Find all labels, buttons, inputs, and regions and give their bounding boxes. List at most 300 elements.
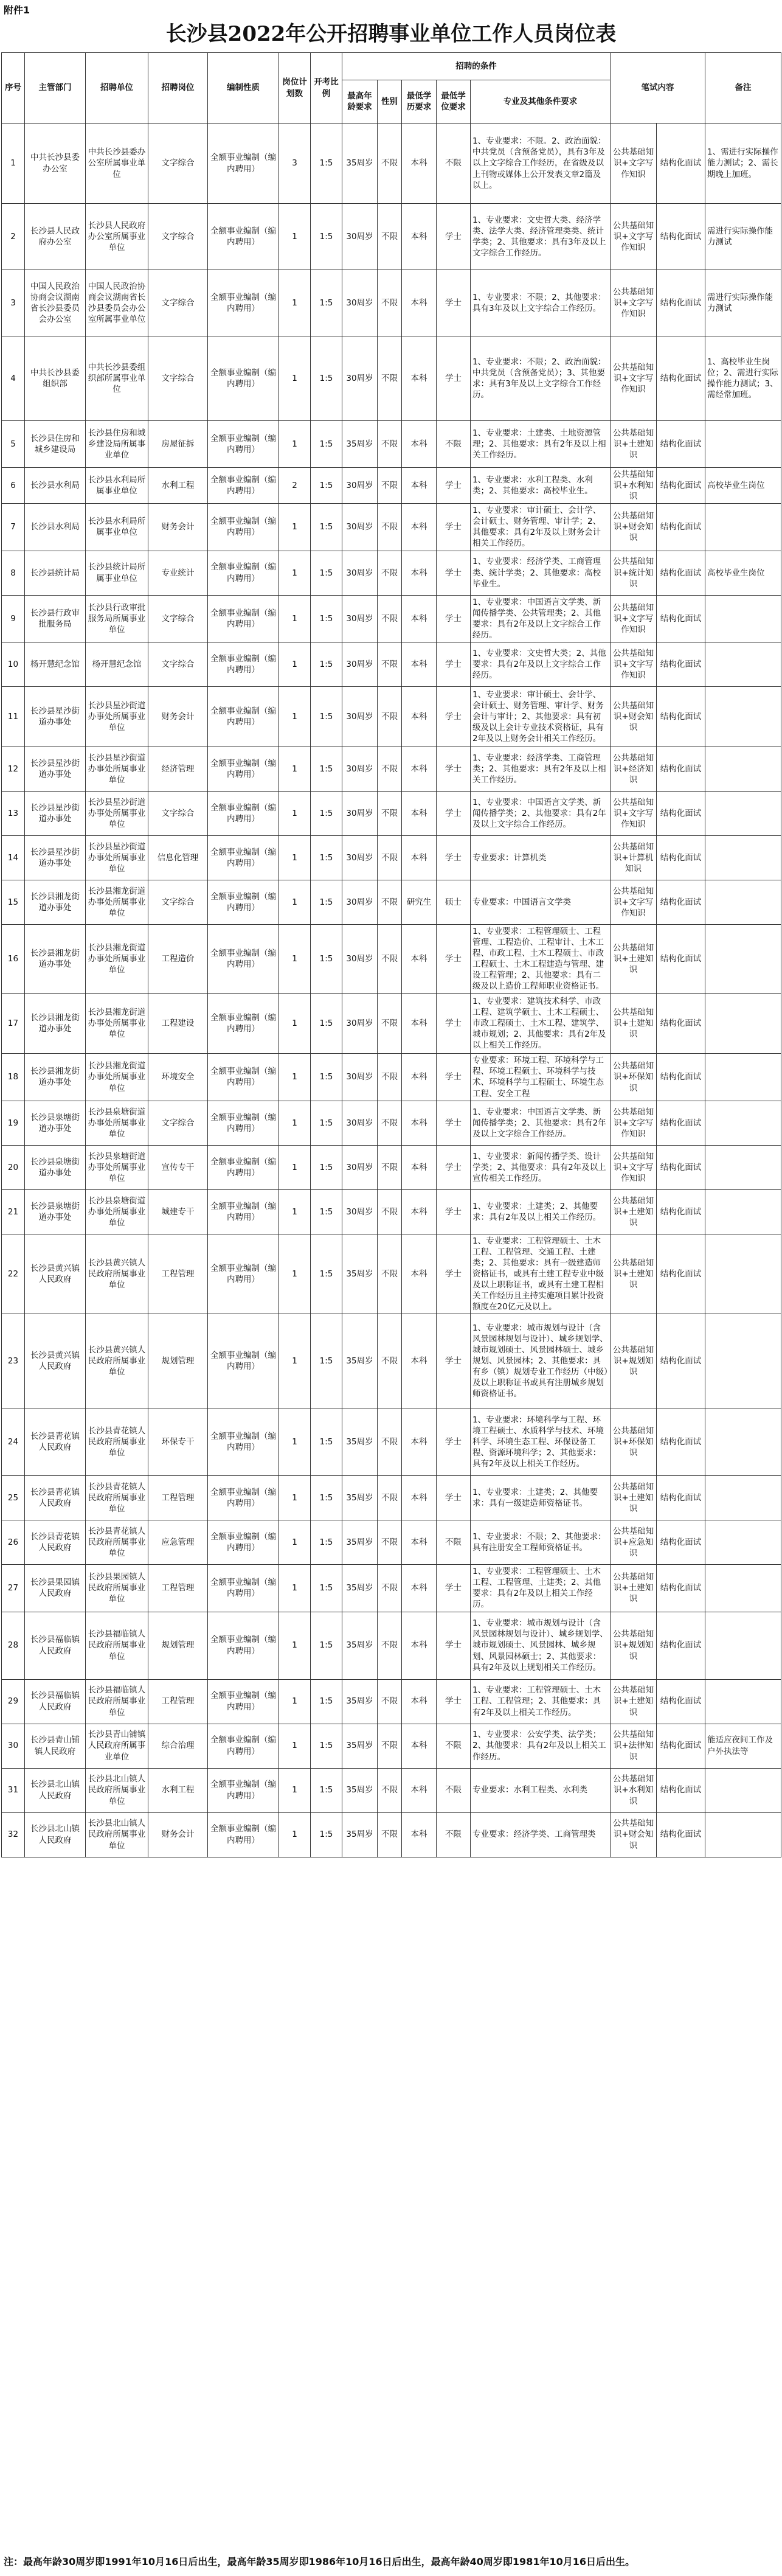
- cell-remark: [705, 1476, 781, 1520]
- cell-major: 1、专业要求：工程管理硕士、土木工程、工程管理；2、其他要求：具有2年及以上相关工作经历。: [471, 1679, 611, 1724]
- cell-seq: 31: [2, 1768, 25, 1812]
- cell-major: 1、专业要求：城市规划与设计（含风景园林规划与设计）、城乡规划学、城市规划硕士、风景园林硕士、城乡规划、风景园林；2、其他要求：具有乡（镇）规划专业工作经历（中级）及以上职称证书或具有注册城乡规划师资格证书。: [471, 1314, 611, 1408]
- cell-post: 规划管理: [148, 1314, 208, 1408]
- cell-edu: 本科: [402, 1520, 437, 1565]
- cell-gender: 不限: [378, 1189, 402, 1234]
- table-row: [2, 1101, 781, 1145]
- header-gender: 性别: [378, 80, 402, 124]
- header-edu: 最低学历要求: [402, 80, 437, 124]
- cell-ratio: 1:5: [311, 924, 342, 993]
- cell-exam: 公共基础知识+土建知识: [611, 1565, 657, 1612]
- cell-unit: 杨开慧纪念馆: [86, 642, 148, 686]
- cell-dept: 中共长沙县委组织部: [25, 336, 86, 421]
- table-row: [2, 1408, 781, 1476]
- cell-remark: [705, 1520, 781, 1565]
- cell-post: 宣传专干: [148, 1145, 208, 1189]
- cell-edu: 本科: [402, 1234, 437, 1314]
- header-nature: 编制性质: [208, 53, 279, 124]
- cell-interview: 结构化面试: [657, 504, 705, 551]
- cell-edu: 本科: [402, 835, 437, 880]
- cell-degree: 学士: [437, 1054, 471, 1101]
- cell-unit: 长沙县星沙街道办事处所属事业单位: [86, 791, 148, 835]
- cell-plan: 1: [279, 1408, 311, 1476]
- table-row: [2, 686, 781, 747]
- cell-unit: 长沙县青花镇人民政府所属事业单位: [86, 1408, 148, 1476]
- cell-ratio: 1:5: [311, 747, 342, 791]
- cell-remark: [705, 504, 781, 551]
- cell-nature: 全额事业编制（编内聘用）: [208, 642, 279, 686]
- cell-nature: 全额事业编制（编内聘用）: [208, 1408, 279, 1476]
- table-row: [2, 124, 781, 204]
- cell-exam: 公共基础知识+土建知识: [611, 1189, 657, 1234]
- cell-dept: 长沙县星沙街道办事处: [25, 747, 86, 791]
- cell-post: 房屋征拆: [148, 421, 208, 468]
- cell-edu: 研究生: [402, 880, 437, 924]
- cell-ratio: 1:5: [311, 595, 342, 642]
- cell-major: 1、专业要求：中国语言文学类、新闻传播学类；2、其他要求：具有2年及以上文字综合工作经历。: [471, 1101, 611, 1145]
- cell-ratio: 1:5: [311, 1612, 342, 1679]
- table-row: [2, 595, 781, 642]
- cell-nature: 全额事业编制（编内聘用）: [208, 1724, 279, 1768]
- header-ratio: 开考比例: [311, 53, 342, 124]
- cell-seq: 3: [2, 270, 25, 336]
- cell-dept: 长沙县青花镇人民政府: [25, 1408, 86, 1476]
- cell-plan: 1: [279, 1054, 311, 1101]
- cell-remark: [705, 994, 781, 1054]
- cell-degree: 学士: [437, 747, 471, 791]
- table-row: [2, 551, 781, 595]
- cell-unit: 长沙县黄兴镇人民政府所属事业单位: [86, 1234, 148, 1314]
- cell-gender: 不限: [378, 1408, 402, 1476]
- cell-dept: 中共长沙县委办公室: [25, 124, 86, 204]
- cell-seq: 23: [2, 1314, 25, 1408]
- cell-exam: 公共基础知识+财会知识: [611, 686, 657, 747]
- cell-exam: 公共基础知识+法律知识: [611, 1724, 657, 1768]
- cell-age: 30周岁: [342, 1101, 378, 1145]
- cell-remark: [705, 924, 781, 993]
- cell-age: 35周岁: [342, 1314, 378, 1408]
- cell-dept: 长沙县湘龙街道办事处: [25, 880, 86, 924]
- table-row: [2, 880, 781, 924]
- cell-seq: 4: [2, 336, 25, 421]
- cell-degree: 学士: [437, 1679, 471, 1724]
- cell-plan: 1: [279, 1612, 311, 1679]
- cell-dept: 中国人民政治协商会议湖南省长沙县委员会办公室: [25, 270, 86, 336]
- cell-unit: 长沙县行政审批服务局所属事业单位: [86, 595, 148, 642]
- table-header-row: [2, 53, 781, 80]
- cell-gender: 不限: [378, 880, 402, 924]
- cell-age: 30周岁: [342, 1189, 378, 1234]
- cell-nature: 全额事业编制（编内聘用）: [208, 1520, 279, 1565]
- cell-interview: 结构化面试: [657, 686, 705, 747]
- cell-post: 环保专干: [148, 1408, 208, 1476]
- cell-post: 文字综合: [148, 270, 208, 336]
- cell-nature: 全额事业编制（编内聘用）: [208, 686, 279, 747]
- cell-dept: 长沙县星沙街道办事处: [25, 791, 86, 835]
- cell-age: 35周岁: [342, 1679, 378, 1724]
- cell-exam: 公共基础知识+文字写作知识: [611, 1145, 657, 1189]
- cell-exam: 公共基础知识+文字写作知识: [611, 642, 657, 686]
- table-row: [2, 994, 781, 1054]
- cell-edu: 本科: [402, 551, 437, 595]
- cell-post: 财务会计: [148, 686, 208, 747]
- cell-unit: 中共长沙县委组织部所属事业单位: [86, 336, 148, 421]
- table-row: [2, 642, 781, 686]
- cell-post: 文字综合: [148, 791, 208, 835]
- cell-post: 综合治理: [148, 1724, 208, 1768]
- cell-exam: 公共基础知识+规划知识: [611, 1612, 657, 1679]
- cell-post: 工程管理: [148, 1476, 208, 1520]
- header-age: 最高年龄要求: [342, 80, 378, 124]
- cell-exam: 公共基础知识+环保知识: [611, 1408, 657, 1476]
- cell-degree: 学士: [437, 686, 471, 747]
- attachment-label: 附件1: [4, 4, 30, 16]
- cell-major: 1、专业要求：工程管理硕士、工程管理、工程造价、工程审计、土木工程、市政工程、土木工程硕士、市政工程硕士、土木工程建造与管理、建设工程管理；2、其他要求：具有二级及以上造价工程师职业资格证书。: [471, 924, 611, 993]
- cell-gender: 不限: [378, 1612, 402, 1679]
- cell-nature: 全额事业编制（编内聘用）: [208, 504, 279, 551]
- cell-dept: 长沙县星沙街道办事处: [25, 835, 86, 880]
- cell-gender: 不限: [378, 642, 402, 686]
- cell-interview: 结构化面试: [657, 880, 705, 924]
- cell-degree: 学士: [437, 1234, 471, 1314]
- cell-nature: 全额事业编制（编内聘用）: [208, 1234, 279, 1314]
- cell-seq: 14: [2, 835, 25, 880]
- cell-major: 1、专业要求：不限；2、其他要求：具有3年及以上文字综合工作经历。: [471, 270, 611, 336]
- cell-exam: 公共基础知识+文字写作知识: [611, 1101, 657, 1145]
- cell-remark: [705, 421, 781, 468]
- cell-seq: 8: [2, 551, 25, 595]
- cell-edu: 本科: [402, 270, 437, 336]
- cell-unit: 长沙县泉塘街道办事处所属事业单位: [86, 1189, 148, 1234]
- cell-dept: 长沙县湘龙街道办事处: [25, 1054, 86, 1101]
- cell-unit: 长沙县青山铺镇人民政府所属事业单位: [86, 1724, 148, 1768]
- cell-gender: 不限: [378, 1314, 402, 1408]
- cell-remark: [705, 686, 781, 747]
- cell-age: 35周岁: [342, 1476, 378, 1520]
- cell-interview: 结构化面试: [657, 924, 705, 993]
- cell-major: 1、专业要求：土建类；2、其他要求：具有2年及以上相关工作经历。: [471, 1189, 611, 1234]
- cell-edu: 本科: [402, 686, 437, 747]
- cell-seq: 27: [2, 1565, 25, 1612]
- cell-gender: 不限: [378, 468, 402, 504]
- cell-exam: 公共基础知识+文字写作知识: [611, 336, 657, 421]
- cell-remark: [705, 1812, 781, 1857]
- cell-exam: 公共基础知识+土建知识: [611, 1234, 657, 1314]
- cell-ratio: 1:5: [311, 1679, 342, 1724]
- cell-dept: 杨开慧纪念馆: [25, 642, 86, 686]
- cell-plan: 1: [279, 1314, 311, 1408]
- cell-nature: 全额事业编制（编内聘用）: [208, 791, 279, 835]
- cell-interview: 结构化面试: [657, 642, 705, 686]
- cell-seq: 18: [2, 1054, 25, 1101]
- cell-nature: 全额事业编制（编内聘用）: [208, 994, 279, 1054]
- cell-major: 专业要求：中国语言文学类: [471, 880, 611, 924]
- cell-interview: 结构化面试: [657, 595, 705, 642]
- cell-plan: 1: [279, 642, 311, 686]
- cell-interview: 结构化面试: [657, 1679, 705, 1724]
- cell-exam: 公共基础知识+环保知识: [611, 1054, 657, 1101]
- cell-seq: 9: [2, 595, 25, 642]
- cell-remark: [705, 1145, 781, 1189]
- cell-degree: 学士: [437, 270, 471, 336]
- cell-degree: 学士: [437, 468, 471, 504]
- cell-degree: 学士: [437, 504, 471, 551]
- cell-major: 1、专业要求：水利工程类、水利类；2、其他要求：高校毕业生。: [471, 468, 611, 504]
- header-remark: 备注: [705, 53, 781, 124]
- cell-exam: 公共基础知识+土建知识: [611, 1679, 657, 1724]
- cell-ratio: 1:5: [311, 551, 342, 595]
- cell-age: 35周岁: [342, 1565, 378, 1612]
- cell-plan: 1: [279, 504, 311, 551]
- cell-seq: 19: [2, 1101, 25, 1145]
- cell-nature: 全额事业编制（编内聘用）: [208, 1679, 279, 1724]
- cell-plan: 1: [279, 1812, 311, 1857]
- cell-nature: 全额事业编制（编内聘用）: [208, 1054, 279, 1101]
- cell-post: 文字综合: [148, 642, 208, 686]
- cell-interview: 结构化面试: [657, 270, 705, 336]
- cell-degree: 学士: [437, 642, 471, 686]
- cell-ratio: 1:5: [311, 1565, 342, 1612]
- cell-seq: 20: [2, 1145, 25, 1189]
- cell-major: 1、专业要求：新闻传播学类、设计学类；2、其他要求：具有2年及以上宣传相关工作经历。: [471, 1145, 611, 1189]
- cell-seq: 25: [2, 1476, 25, 1520]
- cell-interview: 结构化面试: [657, 835, 705, 880]
- cell-unit: 长沙县泉塘街道办事处所属事业单位: [86, 1101, 148, 1145]
- cell-dept: 长沙县水利局: [25, 504, 86, 551]
- cell-edu: 本科: [402, 595, 437, 642]
- cell-edu: 本科: [402, 468, 437, 504]
- cell-nature: 全额事业编制（编内聘用）: [208, 924, 279, 993]
- cell-nature: 全额事业编制（编内聘用）: [208, 1101, 279, 1145]
- cell-major: 1、专业要求：中国语言文学类、新闻传播学类；2、其他要求：具有2年及以上文字综合工作经历。: [471, 791, 611, 835]
- cell-exam: 公共基础知识+土建知识: [611, 1476, 657, 1520]
- cell-unit: 长沙县湘龙街道办事处所属事业单位: [86, 1054, 148, 1101]
- cell-degree: 不限: [437, 421, 471, 468]
- cell-age: 30周岁: [342, 1054, 378, 1101]
- cell-plan: 1: [279, 686, 311, 747]
- cell-major: 1、专业要求：不限。2、政治面貌：中共党员（含预备党员），具有3年及以上文字综合工作经历，在省级及以上刊物或媒体上公开发表文章2篇及以上。: [471, 124, 611, 204]
- cell-age: 35周岁: [342, 1234, 378, 1314]
- cell-exam: 公共基础知识+土建知识: [611, 994, 657, 1054]
- cell-post: 水利工程: [148, 468, 208, 504]
- cell-edu: 本科: [402, 336, 437, 421]
- cell-plan: 1: [279, 924, 311, 993]
- cell-gender: 不限: [378, 204, 402, 270]
- cell-remark: [705, 791, 781, 835]
- table-row: [2, 1054, 781, 1101]
- cell-major: 1、专业要求：工程管理硕士、土木工程、工程管理、土建类；2、其他要求：具有2年及以上相关工作经历。: [471, 1565, 611, 1612]
- cell-dept: 长沙县泉塘街道办事处: [25, 1101, 86, 1145]
- cell-plan: 1: [279, 1724, 311, 1768]
- table-row: [2, 924, 781, 993]
- cell-seq: 12: [2, 747, 25, 791]
- cell-remark: [705, 1565, 781, 1612]
- cell-gender: 不限: [378, 686, 402, 747]
- header-unit: 招聘单位: [86, 53, 148, 124]
- cell-plan: 1: [279, 421, 311, 468]
- cell-ratio: 1:5: [311, 642, 342, 686]
- cell-interview: 结构化面试: [657, 124, 705, 204]
- cell-seq: 13: [2, 791, 25, 835]
- cell-dept: 长沙县青花镇人民政府: [25, 1476, 86, 1520]
- cell-age: 30周岁: [342, 504, 378, 551]
- cell-interview: 结构化面试: [657, 1565, 705, 1612]
- cell-post: 工程造价: [148, 924, 208, 993]
- cell-age: 30周岁: [342, 791, 378, 835]
- cell-degree: 学士: [437, 994, 471, 1054]
- cell-ratio: 1:5: [311, 1054, 342, 1101]
- cell-ratio: 1:5: [311, 124, 342, 204]
- cell-age: 30周岁: [342, 336, 378, 421]
- cell-nature: 全额事业编制（编内聘用）: [208, 1612, 279, 1679]
- cell-post: 水利工程: [148, 1768, 208, 1812]
- cell-edu: 本科: [402, 1189, 437, 1234]
- cell-major: 专业要求：水利工程类、水利类: [471, 1768, 611, 1812]
- cell-gender: 不限: [378, 1520, 402, 1565]
- cell-nature: 全额事业编制（编内聘用）: [208, 1145, 279, 1189]
- cell-unit: 长沙县北山镇人民政府所属事业单位: [86, 1812, 148, 1857]
- cell-interview: 结构化面试: [657, 747, 705, 791]
- cell-age: 30周岁: [342, 924, 378, 993]
- cell-edu: 本科: [402, 1768, 437, 1812]
- cell-age: 30周岁: [342, 835, 378, 880]
- cell-interview: 结构化面试: [657, 1101, 705, 1145]
- cell-seq: 32: [2, 1812, 25, 1857]
- cell-degree: 学士: [437, 1408, 471, 1476]
- cell-unit: 中共长沙县委办公室所属事业单位: [86, 124, 148, 204]
- cell-ratio: 1:5: [311, 504, 342, 551]
- cell-unit: 长沙县青花镇人民政府所属事业单位: [86, 1476, 148, 1520]
- cell-gender: 不限: [378, 1768, 402, 1812]
- cell-dept: 长沙县人民政府办公室: [25, 204, 86, 270]
- cell-seq: 26: [2, 1520, 25, 1565]
- cell-nature: 全额事业编制（编内聘用）: [208, 835, 279, 880]
- cell-major: 1、专业要求：审计硕士、会计学、会计硕士、财务管理、审计学、财务会计与审计；2、其他要求：具有初级及以上会计专业技术资格证，具有2年及以上财务会计相关工作经历。: [471, 686, 611, 747]
- header-exam: 笔试内容: [611, 53, 705, 124]
- cell-gender: 不限: [378, 1054, 402, 1101]
- cell-remark: [705, 1408, 781, 1476]
- cell-gender: 不限: [378, 504, 402, 551]
- cell-nature: 全额事业编制（编内聘用）: [208, 1476, 279, 1520]
- cell-age: 35周岁: [342, 1408, 378, 1476]
- cell-dept: 长沙县住房和城乡建设局: [25, 421, 86, 468]
- cell-edu: 本科: [402, 1408, 437, 1476]
- cell-ratio: 1:5: [311, 1314, 342, 1408]
- table-row: [2, 204, 781, 270]
- cell-gender: 不限: [378, 1101, 402, 1145]
- cell-degree: 学士: [437, 595, 471, 642]
- cell-plan: 1: [279, 880, 311, 924]
- cell-dept: 长沙县北山镇人民政府: [25, 1768, 86, 1812]
- cell-interview: 结构化面试: [657, 336, 705, 421]
- cell-age: 30周岁: [342, 686, 378, 747]
- cell-interview: 结构化面试: [657, 1189, 705, 1234]
- cell-remark: [705, 595, 781, 642]
- cell-ratio: 1:5: [311, 835, 342, 880]
- cell-age: 30周岁: [342, 551, 378, 595]
- cell-degree: 不限: [437, 1520, 471, 1565]
- cell-gender: 不限: [378, 994, 402, 1054]
- table-row: [2, 1724, 781, 1768]
- cell-interview: 结构化面试: [657, 1476, 705, 1520]
- cell-major: 1、专业要求：城市规划与设计（含风景园林规划与设计）、城乡规划学、城市规划硕士、风景园林、城乡规划、风景园林硕士；2、其他要求：具有2年及以上规划相关工作经历。: [471, 1612, 611, 1679]
- table-row: [2, 468, 781, 504]
- cell-gender: 不限: [378, 791, 402, 835]
- cell-exam: 公共基础知识+应急知识: [611, 1520, 657, 1565]
- cell-seq: 29: [2, 1679, 25, 1724]
- cell-plan: 1: [279, 1234, 311, 1314]
- cell-ratio: 1:5: [311, 1724, 342, 1768]
- cell-unit: 长沙县果园镇人民政府所属事业单位: [86, 1565, 148, 1612]
- header-degree: 最低学位要求: [437, 80, 471, 124]
- cell-remark: 需进行实际操作能力测试: [705, 204, 781, 270]
- cell-plan: 2: [279, 468, 311, 504]
- cell-seq: 2: [2, 204, 25, 270]
- cell-gender: 不限: [378, 1234, 402, 1314]
- cell-unit: 长沙县住房和城乡建设局所属事业单位: [86, 421, 148, 468]
- cell-post: 环境安全: [148, 1054, 208, 1101]
- table-row: [2, 1234, 781, 1314]
- cell-remark: [705, 1101, 781, 1145]
- cell-nature: 全额事业编制（编内聘用）: [208, 1812, 279, 1857]
- cell-degree: 学士: [437, 1145, 471, 1189]
- cell-unit: 长沙县湘龙街道办事处所属事业单位: [86, 880, 148, 924]
- cell-remark: [705, 880, 781, 924]
- cell-ratio: 1:5: [311, 686, 342, 747]
- cell-interview: 结构化面试: [657, 551, 705, 595]
- cell-remark: [705, 1612, 781, 1679]
- positions-table: [1, 52, 781, 1857]
- table-row: [2, 1679, 781, 1724]
- cell-post: 文字综合: [148, 124, 208, 204]
- page-title: 长沙县2022年公开招聘事业单位工作人员岗位表: [165, 22, 617, 46]
- cell-edu: 本科: [402, 1679, 437, 1724]
- cell-dept: 长沙县青山铺镇人民政府: [25, 1724, 86, 1768]
- cell-exam: 公共基础知识+土建知识: [611, 924, 657, 993]
- cell-degree: 学士: [437, 336, 471, 421]
- cell-plan: 1: [279, 994, 311, 1054]
- cell-plan: 1: [279, 270, 311, 336]
- cell-interview: 结构化面试: [657, 1724, 705, 1768]
- cell-post: 财务会计: [148, 504, 208, 551]
- cell-major: 1、专业要求：中国语言文学类、新闻传播学类、公共管理类；2、其他要求：具有2年及以上文字综合工作经历。: [471, 595, 611, 642]
- cell-edu: 本科: [402, 791, 437, 835]
- cell-degree: 学士: [437, 1314, 471, 1408]
- cell-edu: 本科: [402, 1565, 437, 1612]
- cell-interview: 结构化面试: [657, 1234, 705, 1314]
- header-major: 专业及其他条件要求: [471, 80, 611, 124]
- cell-ratio: 1:5: [311, 421, 342, 468]
- cell-plan: 1: [279, 1520, 311, 1565]
- cell-gender: 不限: [378, 1724, 402, 1768]
- cell-edu: 本科: [402, 1724, 437, 1768]
- cell-seq: 28: [2, 1612, 25, 1679]
- header-post: 招聘岗位: [148, 53, 208, 124]
- cell-degree: 学士: [437, 1565, 471, 1612]
- cell-remark: [705, 1234, 781, 1314]
- cell-unit: 长沙县黄兴镇人民政府所属事业单位: [86, 1314, 148, 1408]
- cell-nature: 全额事业编制（编内聘用）: [208, 1314, 279, 1408]
- cell-edu: 本科: [402, 1101, 437, 1145]
- cell-exam: 公共基础知识+文字写作知识: [611, 880, 657, 924]
- cell-major: 1、专业要求：审计硕士、会计学、会计硕士、财务管理、审计学；2、其他要求：具有2年及以上财务会计相关工作经历。: [471, 504, 611, 551]
- cell-major: 1、专业要求：文史哲大类；2、其他要求：具有2年及以上文字综合工作经历。: [471, 642, 611, 686]
- cell-interview: 结构化面试: [657, 1812, 705, 1857]
- cell-post: 城建专干: [148, 1189, 208, 1234]
- cell-dept: 长沙县福临镇人民政府: [25, 1612, 86, 1679]
- cell-exam: 公共基础知识+文字写作知识: [611, 204, 657, 270]
- cell-seq: 10: [2, 642, 25, 686]
